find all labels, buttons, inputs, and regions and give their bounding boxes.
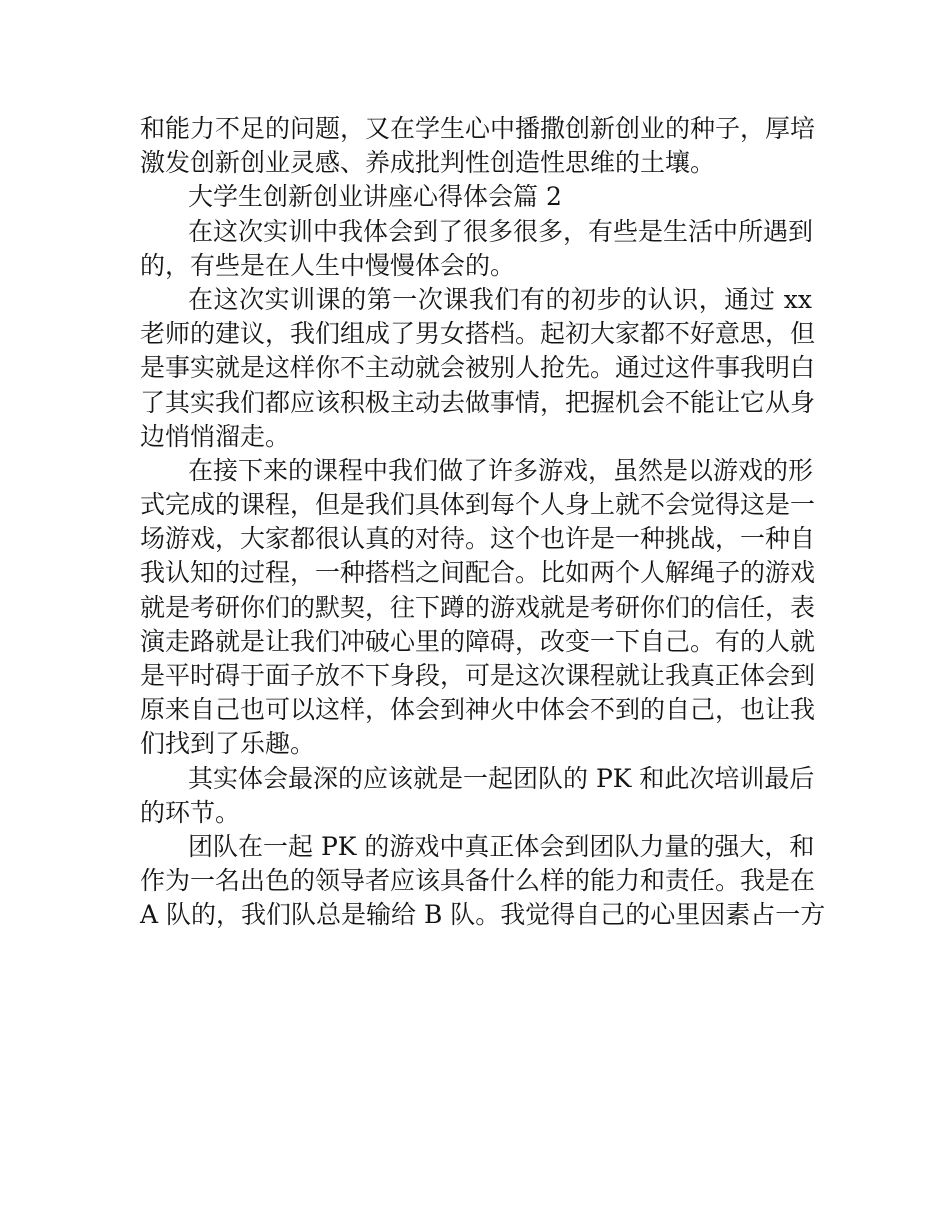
text-line: 作为一名出色的领导者应该具备什么样的能力和责任。我是在 [140,866,816,896]
text-line: 和能力不足的问题，又在学生心中播撒创新创业的种子，厚培 [140,114,816,143]
text-line: 在接下来的课程中我们做了许多游戏，虽然是以游戏的形 [188,455,814,485]
text-line: 在这次实训中我体会到了很多很多，有些是生活中所遇到 [188,216,814,246]
text-line: 在这次实训课的第一次课我们有的初步的认识，通过 xx [188,284,812,314]
text-line: 是事实就是这样你不主动就会被别人抢先。通过这件事我明白 [140,353,816,383]
text-line: 的环节。 [140,797,241,827]
text-line: 了其实我们都应该积极主动去做事情，把握机会不能让它从身 [140,387,816,417]
text-line: 是平时碍于面子放不下身段，可是这次课程就让我真正体会到 [140,661,816,690]
text-line: 老师的建议，我们组成了男女搭档。起初大家都不好意思，但 [140,319,816,349]
text-line: 激发创新创业灵感、养成批判性创造性思维的土壤。 [140,148,716,178]
text-line: 式完成的课程，但是我们具体到每个人身上就不会觉得这是一 [140,490,816,520]
text-line: 团队在一起 PK 的游戏中真正体会到团队力量的强大，和 [188,831,815,861]
document-body [140,112,826,933]
text-line: 场游戏，大家都很认真的对待。这个也许是一种挑战，一种自 [140,524,816,554]
text-line: 我认知的过程，一种搭档之间配合。比如两个人解绳子的游戏 [140,558,816,588]
text-line: 的，有些是在人生中慢慢体会的。 [140,250,516,280]
text-line: 原来自己也可以这样，体会到神火中体会不到的自己，也让我 [140,695,816,725]
text-line: A 队的，我们队总是输给 B 队。我觉得自己的心里因素占一方 [140,900,826,930]
section-heading: 大学生创新创业讲座心得体会篇 2 [188,182,562,212]
text-line: 们找到了乐趣。 [140,729,316,759]
text-line: 边悄悄溜走。 [140,421,291,451]
text-line: 演走路就是让我们冲破心里的障碍，改变一下自己。有的人就 [140,626,816,656]
text-line: 就是考研你们的默契，往下蹲的游戏就是考研你们的信任，表 [140,592,816,622]
text-line: 其实体会最深的应该就是一起团队的 PK 和此次培训最后 [188,763,815,793]
